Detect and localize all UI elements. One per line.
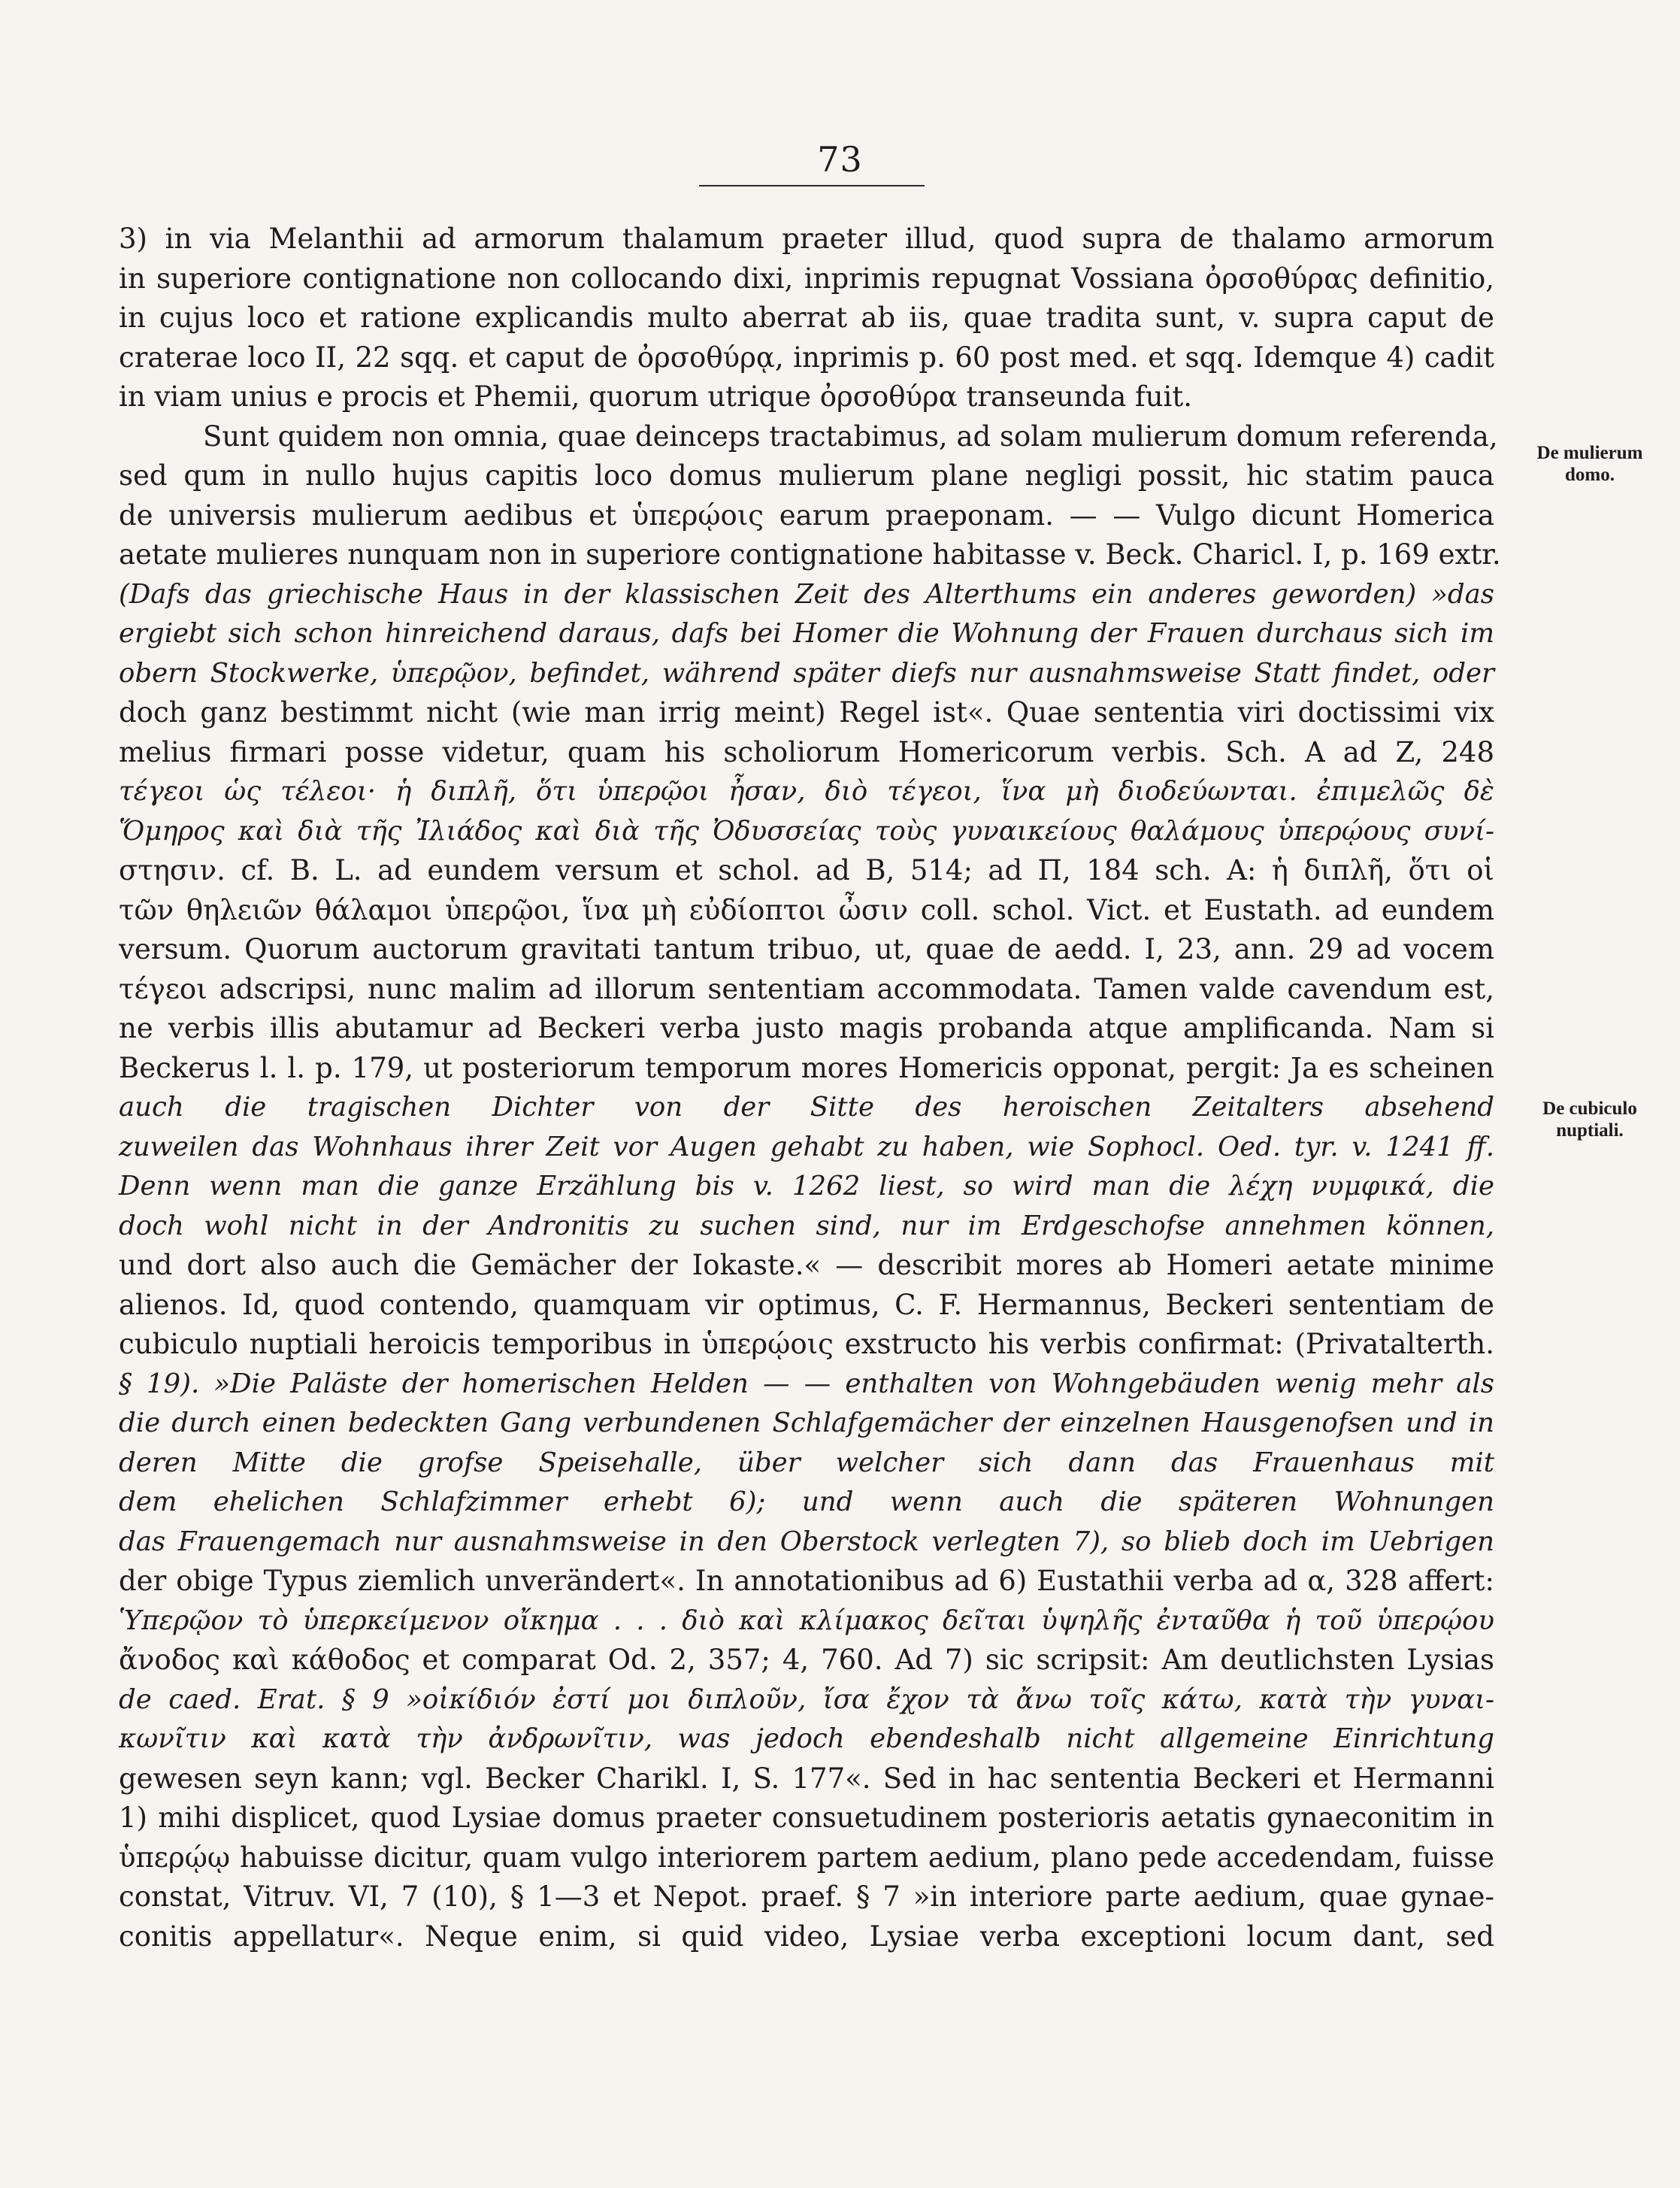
text-line: ne verbis illis abutamur ad Beckeri verba justo magis probanda atque amplificanda. Nam si [119,1012,1494,1044]
text-line: und dort also auch die Gemächer der Iokaste.« — describit mores ab Homeri aetate minime [119,1249,1494,1281]
header-rule [699,185,925,186]
margin-note-mulierum [1503,442,1676,486]
margin-note-line: domo. [1565,465,1615,485]
text-line: craterae loco II, 22 sqq. et caput de ὀρσοθύρᾳ, inprimis p. 60 post med. et sqq. Idemque 4) cadit [119,341,1494,374]
text-line: Denn wenn man die ganze Erzählung bis v. 1262 liest, so wird man die λέχη νυμφικά, die [119,1171,1494,1202]
text-line: in viam unius e procis et Phemii, quorum utrique ὀρσοθύρα transeunda fuit. [119,380,1193,413]
text-line: ἄνοδος καὶ κάθοδος et comparat Od. 2, 357; 4, 760. Ad 7) sic scripsit: Am deutlichsten Lysias [119,1644,1494,1676]
text-line: κωνῖτιν καὶ κατὰ τὴν ἀνδρωνῖτιν, was jedoch ebendeshalb nicht allgemeine Einrichtung [119,1723,1494,1754]
text-line: constat, Vitruv. VI, 7 (10), § 1—3 et Nepot. praef. § 7 »in interiore parte aedium, quae gynae- [119,1880,1494,1913]
margin-note-line: De cubiculo [1542,1099,1637,1119]
text-line: in cujus loco et ratione explicandis multo aberrat ab iis, quae tradita sunt, v. supra caput de [119,302,1494,334]
text-line: melius firmari posse videtur, quam his scholiorum Homericorum verbis. Sch. A ad Z, 248 [119,735,1494,768]
text-line: in superiore contignatione non collocando dixi, inprimis repugnat Vossiana ὀρσοθύρας definitio, [119,262,1494,295]
text-line: doch wohl nicht in der Andronitis zu suchen sind, nur im Erdgeschofse annehmen können, [119,1210,1494,1241]
text-line: aetate mulieres nunquam non in superiore contignatione habitasse v. Beck. Charicl. I, p. 169 extr. [119,538,1501,571]
margin-note-cubiculo [1503,1098,1676,1141]
text-line: doch ganz bestimmt nicht (wie man irrig meint) Regel ist«. Quae sententia viri doctissimi vix [119,696,1494,729]
text-line: auch die tragischen Dichter von der Sitte des heroischen Zeitalters absehend [119,1092,1494,1123]
text-line: obern Stockwerke, ὑπερῷον, befindet, während später diefs nur ausnahmsweise Statt findet, oder [119,657,1494,689]
text-line: das Frauengemach nur ausnahmsweise in den Oberstock verlegten 7), so blieb doch im Uebrigen [119,1526,1494,1557]
text-line: sed qum in nullo hujus capitis loco domus mulierum plane negligi possit, hic statim pauca [119,459,1494,492]
text-line: τέγεοι ὡς τέλεοι· ἡ διπλῆ, ὅτι ὑπερῷοι ἦσαν, διὸ τέγεοι, ἵνα μὴ διοδεύωνται. ἐπιμελῶς δὲ [119,776,1494,807]
text-line: Ὑπερῷον τὸ ὑπερκείμενον οἴκημα . . . διὸ καὶ κλίμακος δεῖται ὑψηλῆς ἐνταῦθα ἡ τοῦ ὑπερῴου [119,1605,1494,1636]
text-line: Beckerus l. l. p. 179, ut posteriorum temporum mores Homericis opponat, pergit: Ja es scheinen [119,1051,1494,1084]
margin-note-line: nuptiali. [1556,1120,1624,1141]
text-line: de universis mulierum aedibus et ὑπερῴοις earum praeponam. — — Vulgo dicunt Homerica [119,499,1494,532]
text-line: Sunt quidem non omnia, quae deinceps tractabimus, ad solam mulierum domum referenda, [203,420,1498,453]
page-number: 73 [817,139,863,180]
text-line: ὑπερῴῳ habuisse dicitur, quam vulgo interiorem partem aedium, plano pede accedendam, fuisse [119,1841,1494,1874]
text-line: zuweilen das Wohnhaus ihrer Zeit vor Augen gehabt zu haben, wie Sophocl. Oed. tyr. v. 1241 ff. [119,1131,1494,1162]
text-line: die durch einen bedeckten Gang verbundenen Schlafgemächer der einzelnen Hausgenofsen und in [119,1408,1494,1438]
text-line: cubiculo nuptiali heroicis temporibus in ὑπερῴοις exstructo his verbis confirmat: (Privatalterth. [119,1328,1494,1360]
text-line: τέγεοι adscripsi, nunc malim ad illorum sententiam accommodata. Tamen valde cavendum est, [119,972,1494,1005]
text-line: Ὅμηρος καὶ διὰ τῆς Ἰλιάδος καὶ διὰ τῆς Ὀδυσσείας τοὺς γυναικείους θαλάμους ὑπερῴους συνί- [119,815,1494,847]
text-line: ergiebt sich schon hinreichend daraus, dafs bei Homer die Wohnung der Frauen durchaus sich im [119,618,1494,649]
text-line: § 19). »Die Paläste der homerischen Helden — — enthalten von Wohngebäuden wenig mehr als [119,1368,1494,1399]
text-line: 3) in via Melanthii ad armorum thalamum praeter illud, quod supra de thalamo armorum [119,223,1494,255]
text-line: 1) mihi displicet, quod Lysiae domus praeter consuetudinem posterioris aetatis gynaeconitim in [119,1802,1494,1834]
text-line: (Dafs das griechische Haus in der klassischen Zeit des Alterthums ein anderes geworden) »das [119,578,1494,610]
body-text [119,220,1501,1956]
text-line: τῶν θηλειῶν θάλαμοι ὑπερῷοι, ἵνα μὴ εὐδίοπτοι ὦσιν coll. schol. Vict. et Eustath. ad eundem [119,893,1494,926]
text-line: conitis appellatur«. Neque enim, si quid video, Lysiae verba exceptioni locum dant, sed [119,1920,1494,1953]
text-line: de caed. Erat. § 9 »οἰκίδιόν ἐστί μοι διπλοῦν, ἴσα ἔχον τὰ ἄνω τοῖς κάτω, κατὰ τὴν γυναι- [119,1683,1494,1715]
text-line: deren Mitte die grofse Speisehalle, über welcher sich dann das Frauenhaus mit [119,1447,1494,1478]
text-line: gewesen seyn kann; vgl. Becker Charikl. I, S. 177«. Sed in hac sententia Beckeri et Hermanni [119,1762,1494,1795]
text-line: alienos. Id, quod contendo, quamquam vir optimus, C. F. Hermannus, Beckeri sententiam de [119,1288,1494,1321]
margin-note-line: De mulierum [1536,443,1643,463]
text-line: versum. Quorum auctorum gravitati tantum tribuo, ut, quae de aedd. I, 23, ann. 29 ad vocem [119,933,1494,965]
text-line: dem ehelichen Schlafzimmer erhebt 6); und wenn auch die späteren Wohnungen [119,1486,1494,1517]
text-line: der obige Typus ziemlich unverändert«. In annotationibus ad 6) Eustathii verba ad α, 328 affert: [119,1565,1494,1597]
text-line: στησιν. cf. B. L. ad eundem versum et schol. ad B, 514; ad Π, 184 sch. A: ἡ διπλῆ, ὅτι οἱ [119,854,1494,886]
